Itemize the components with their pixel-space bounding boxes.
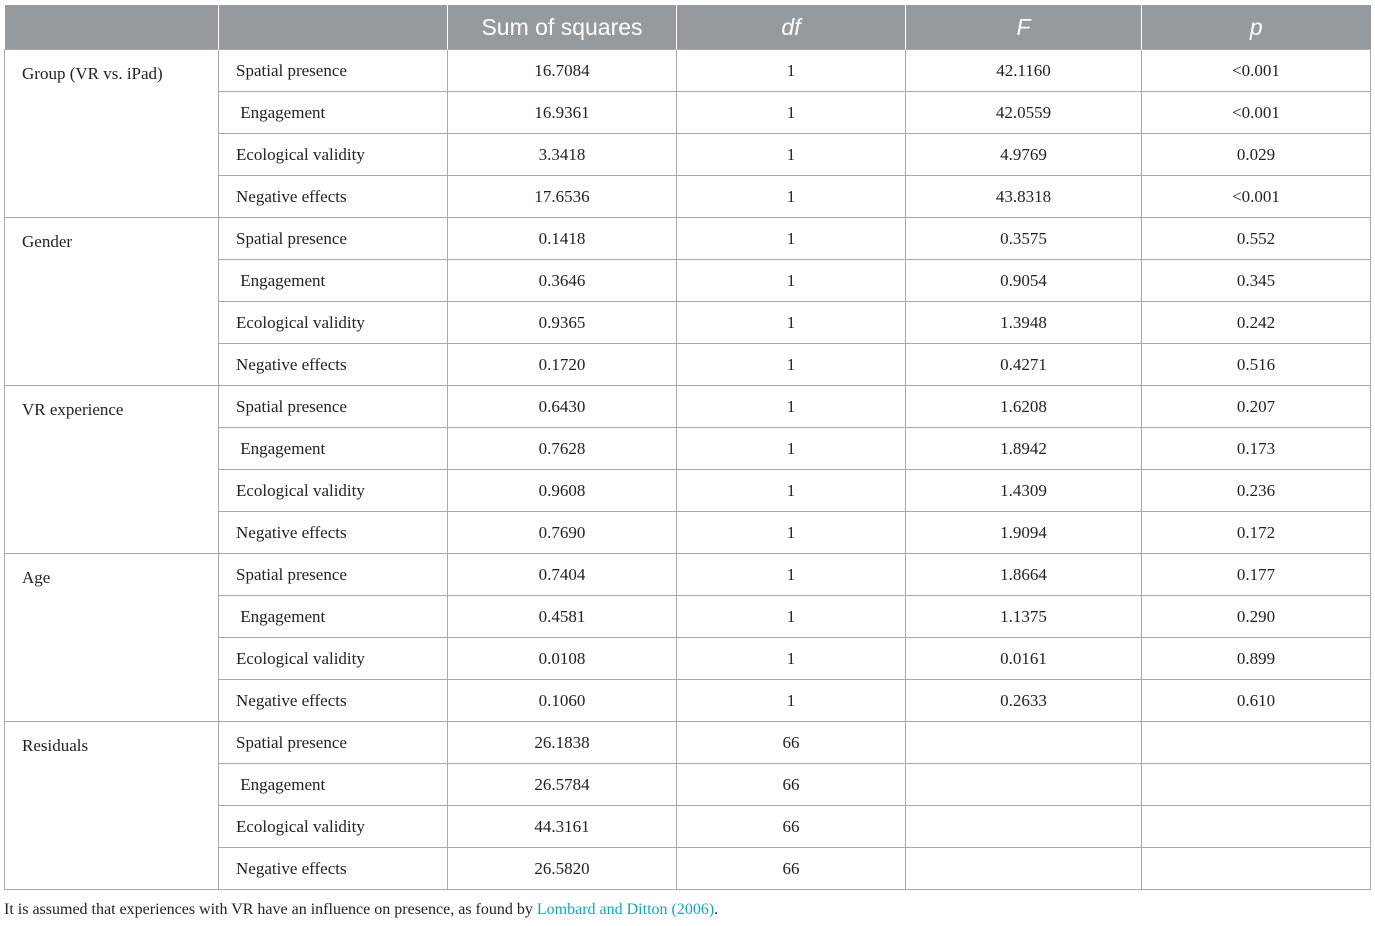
df-cell: 1	[677, 512, 906, 554]
sum-of-squares-cell: 0.1720	[448, 344, 677, 386]
table-body	[5, 50, 1371, 890]
f-cell: 1.8942	[906, 428, 1142, 470]
df-cell: 66	[677, 806, 906, 848]
variable-label: Engagement	[219, 764, 448, 806]
p-cell: 0.242	[1142, 302, 1371, 344]
df-cell: 1	[677, 344, 906, 386]
df-cell: 1	[677, 680, 906, 722]
header-f: F	[906, 5, 1142, 50]
p-cell: <0.001	[1142, 50, 1371, 92]
table-row	[5, 554, 1371, 596]
footnote-end: .	[714, 901, 719, 918]
variable-label: Negative effects	[219, 680, 448, 722]
p-cell: 0.029	[1142, 134, 1371, 176]
sum-of-squares-cell: 0.0108	[448, 638, 677, 680]
table-row	[5, 722, 1371, 764]
f-cell: 4.9769	[906, 134, 1142, 176]
header-p: p	[1142, 5, 1371, 50]
sum-of-squares-cell: 0.1418	[448, 218, 677, 260]
sum-of-squares-cell: 17.6536	[448, 176, 677, 218]
f-cell: 0.9054	[906, 260, 1142, 302]
p-cell: 0.345	[1142, 260, 1371, 302]
f-cell: 1.3948	[906, 302, 1142, 344]
variable-label: Ecological validity	[219, 134, 448, 176]
variable-label: Negative effects	[219, 512, 448, 554]
header-row	[5, 5, 1371, 50]
sum-of-squares-cell: 3.3418	[448, 134, 677, 176]
sum-of-squares-cell: 0.9608	[448, 470, 677, 512]
footnote-text: It is assumed that experiences with VR have an influence on presence, as found by	[4, 901, 537, 918]
sum-of-squares-cell: 26.5820	[448, 848, 677, 890]
sum-of-squares-cell: 16.7084	[448, 50, 677, 92]
variable-label: Spatial presence	[219, 554, 448, 596]
f-cell	[906, 722, 1142, 764]
variable-label: Spatial presence	[219, 50, 448, 92]
header-df: df	[677, 5, 906, 50]
sum-of-squares-cell: 0.9365	[448, 302, 677, 344]
variable-label: Negative effects	[219, 344, 448, 386]
df-cell: 66	[677, 848, 906, 890]
f-cell: 42.0559	[906, 92, 1142, 134]
df-cell: 1	[677, 134, 906, 176]
table-row	[5, 218, 1371, 260]
p-cell: 0.899	[1142, 638, 1371, 680]
p-cell: 0.207	[1142, 386, 1371, 428]
sum-of-squares-cell: 0.4581	[448, 596, 677, 638]
f-cell: 1.8664	[906, 554, 1142, 596]
df-cell: 66	[677, 722, 906, 764]
sum-of-squares-cell: 0.7690	[448, 512, 677, 554]
p-cell	[1142, 764, 1371, 806]
df-cell: 1	[677, 428, 906, 470]
factor-label: Residuals	[5, 722, 219, 890]
f-cell	[906, 806, 1142, 848]
sum-of-squares-cell: 0.1060	[448, 680, 677, 722]
variable-label: Spatial presence	[219, 218, 448, 260]
factor-label: Age	[5, 554, 219, 722]
f-cell: 1.9094	[906, 512, 1142, 554]
anova-table	[4, 5, 1371, 890]
f-cell: 1.1375	[906, 596, 1142, 638]
f-cell	[906, 848, 1142, 890]
variable-label: Ecological validity	[219, 806, 448, 848]
sum-of-squares-cell: 44.3161	[448, 806, 677, 848]
df-cell: 1	[677, 596, 906, 638]
f-cell: 0.4271	[906, 344, 1142, 386]
variable-label: Negative effects	[219, 848, 448, 890]
df-cell: 1	[677, 470, 906, 512]
table-row	[5, 386, 1371, 428]
df-cell: 1	[677, 386, 906, 428]
p-cell: 0.173	[1142, 428, 1371, 470]
variable-label: Engagement	[219, 92, 448, 134]
table-footnote	[4, 901, 718, 919]
header-variable	[219, 5, 448, 50]
variable-label: Engagement	[219, 260, 448, 302]
variable-label: Engagement	[219, 596, 448, 638]
p-cell: 0.552	[1142, 218, 1371, 260]
header-sum-of-squares: Sum of squares	[448, 5, 677, 50]
f-cell: 1.6208	[906, 386, 1142, 428]
p-cell	[1142, 806, 1371, 848]
table-row	[5, 50, 1371, 92]
f-cell: 43.8318	[906, 176, 1142, 218]
p-cell: 0.236	[1142, 470, 1371, 512]
p-cell: 0.610	[1142, 680, 1371, 722]
df-cell: 1	[677, 260, 906, 302]
sum-of-squares-cell: 0.6430	[448, 386, 677, 428]
p-cell: 0.290	[1142, 596, 1371, 638]
sum-of-squares-cell: 0.3646	[448, 260, 677, 302]
f-cell: 1.4309	[906, 470, 1142, 512]
variable-label: Spatial presence	[219, 386, 448, 428]
variable-label: Ecological validity	[219, 638, 448, 680]
variable-label: Engagement	[219, 428, 448, 470]
f-cell: 0.0161	[906, 638, 1142, 680]
sum-of-squares-cell: 0.7628	[448, 428, 677, 470]
p-cell: <0.001	[1142, 176, 1371, 218]
p-cell	[1142, 848, 1371, 890]
variable-label: Spatial presence	[219, 722, 448, 764]
p-cell: 0.172	[1142, 512, 1371, 554]
df-cell: 1	[677, 302, 906, 344]
df-cell: 1	[677, 176, 906, 218]
df-cell: 1	[677, 638, 906, 680]
sum-of-squares-cell: 0.7404	[448, 554, 677, 596]
f-cell	[906, 764, 1142, 806]
f-cell: 0.2633	[906, 680, 1142, 722]
factor-label: Group (VR vs. iPad)	[5, 50, 219, 218]
f-cell: 42.1160	[906, 50, 1142, 92]
p-cell	[1142, 722, 1371, 764]
df-cell: 1	[677, 92, 906, 134]
sum-of-squares-cell: 26.5784	[448, 764, 677, 806]
p-cell: 0.177	[1142, 554, 1371, 596]
header-factor	[5, 5, 219, 50]
variable-label: Ecological validity	[219, 470, 448, 512]
p-cell: 0.516	[1142, 344, 1371, 386]
df-cell: 66	[677, 764, 906, 806]
df-cell: 1	[677, 50, 906, 92]
sum-of-squares-cell: 16.9361	[448, 92, 677, 134]
factor-label: VR experience	[5, 386, 219, 554]
f-cell: 0.3575	[906, 218, 1142, 260]
p-cell: <0.001	[1142, 92, 1371, 134]
citation-link[interactable]: Lombard and Ditton (2006)	[536, 901, 715, 918]
variable-label: Ecological validity	[219, 302, 448, 344]
sum-of-squares-cell: 26.1838	[448, 722, 677, 764]
variable-label: Negative effects	[219, 176, 448, 218]
df-cell: 1	[677, 218, 906, 260]
df-cell: 1	[677, 554, 906, 596]
factor-label: Gender	[5, 218, 219, 386]
